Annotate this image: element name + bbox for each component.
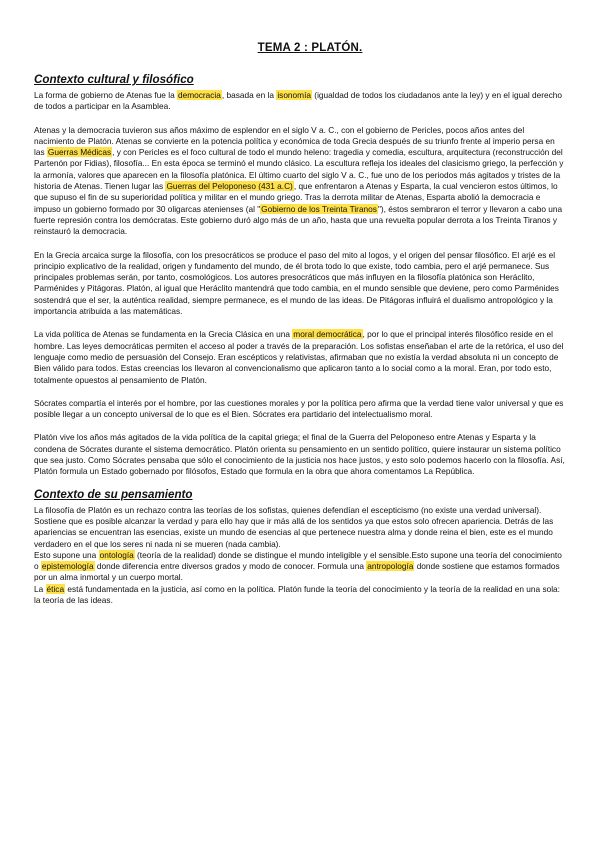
- page-title: TEMA 2 : PLATÓN.: [257, 42, 363, 54]
- highlighted-term: moral democrática: [293, 329, 362, 340]
- paragraph: [34, 432, 566, 477]
- paragraph: [34, 250, 566, 318]
- text-run: Platón vive los años más agitados de la vida política de la capital griega; el final de la Guerra del Peloponeso entre Atenas y Esparta y la condena de Sócrates durante el sistema democrático. Platón orienta su pensamiento en un sentido político, quiere instaurar un sistema político que sea justo. Como Sócrates pensaba que sólo el conocimiento de la justicia nos hace justos, y esto solo podemos hacerlo con la filosofía. Así, Platón formula un Estado gobernado por filósofos, Estado que formula en la obra que ahora comentamos La República.: [34, 432, 565, 477]
- paragraph: [34, 516, 566, 550]
- section-heading: Contexto de su pensamiento: [34, 487, 193, 501]
- text-run: La vida política de Atenas se fundamenta en la Grecia Clásica en una: [34, 329, 293, 340]
- text-run: , que enfrentaron a Atenas y Esparta, la cual vencieron estos últimos, lo que supuso el fin de su superioridad política y militar en el mundo griego. Tras la derrota militar de Atenas, Esparta abolió la democracia e impuso un gobierno formado por 30 oligarcas atenienses (al ": [34, 181, 558, 214]
- highlighted-term: isonomía: [277, 90, 311, 100]
- text-run: Esto supone una: [34, 549, 99, 560]
- text-run: , y con Pericles es el foco cultural de todo el mundo heleno: tragedia y comedia, escultura, arquitectura (reconstrucción del Partenón por Fidias), filosofía... En esta época se terminó el mundo clásico. La escultura refleja los ideales del clasicismo griego, la perfección y la armonía, valores que aparecen en la filosofía platónica. El último cuarto del siglo V a. C., fue uno de los periodos más agitados y tristes de la historia de Atenas. Tienen lugar las: [34, 147, 564, 192]
- text-run: está fundamentada en la justicia, así como en la política. Platón funde la teoría del conocimiento y la teoría de la realidad en una sola: la teoría de las ideas.: [34, 583, 560, 605]
- text-run: donde diferencia entre diversos grados y modo de conocer. Formula una: [94, 561, 367, 572]
- highlighted-term: antropología: [367, 561, 414, 572]
- text-run: En la Grecia arcaica surge la filosofía, con los presocráticos se produce el paso del mito al logos, y el origen del pensar filosófico. El arjé es el principio explicativo de la realidad, origen y fundamento del mundo, de él brota todo lo que existe, todo cambia, pero el arjé permanece. Sus principales problemas serán, por tanto, cosmológicos. Los autores presocráticos que más influyen en la filosofía platónica son Heráclito, Parménides y Pitágoras. Platón, al igual que Heráclito mantendrá que todo cambia, en el mundo sensible que deviene, pero como Parménides sostendrá que el ser, la auténtica realidad, siempre permanece, es el mundo de las ideas. De Pitágoras influirá el dualismo antropológico y la importancia atribuida a las matemáticas.: [34, 249, 559, 317]
- section-heading: Contexto cultural y filosófico: [34, 73, 194, 86]
- paragraph: [34, 125, 566, 238]
- highlighted-term: ontología: [99, 549, 134, 560]
- highlighted-term: democracia: [178, 90, 221, 100]
- text-run: La: [34, 583, 46, 594]
- paragraph: [34, 90, 566, 113]
- highlighted-term: epistemología: [41, 561, 94, 572]
- paragraph: [34, 505, 566, 516]
- text-run: (igualdad de todos los ciudadanos ante la ley) y en el igual derecho de todos a participar en la Asamblea.: [34, 90, 562, 112]
- section-thought-context: [34, 488, 566, 607]
- highlighted-term: Guerras del Peloponeso (431 a.C): [166, 181, 293, 192]
- text-run: Atenas y la democracia tuvieron sus años máximo de esplendor en el siglo V a. C., con el gobierno de Pericles, pocos años antes del nacimiento de Platón. Atenas se convierte en la potencia política y económica de toda Grecia después de su triunfo frente al imperio persa en las: [34, 124, 555, 158]
- text-run: , por lo que el principal interés filosófico reside en el hombre. Las leyes democráticas permiten el acceso al poder a través de la preparación. Los sofistas enseñaban el arte de la retórica, el uso del lenguaje como medio de persuasión del Consejo. Eran escépticos y relativistas, afirmaban que no existía la verdad absoluta ni un concepto de Bien válido para todos. Estas creencias los llevaron al convencionalismo que aplicaron tanto a lo social como a la moral. Eran, por todo esto, totalmente opuestos al pensamiento de Platón.: [34, 329, 564, 385]
- paragraph: [34, 398, 566, 421]
- text-run: , basada en la: [221, 90, 277, 100]
- text-run: donde sostiene que estamos formados por un alma inmortal y un cuerpo mortal.: [34, 561, 560, 583]
- text-run: "), éstos sembraron el terror y llevaron a cabo una fuerte represión contra los demócratas. Este gobierno duró algo más de un año, hasta que una revuelta popular derrota a los Treinta Tiranos y reinstauró la democracia.: [34, 203, 563, 237]
- text-run: La forma de gobierno de Atenas fue la: [34, 90, 177, 100]
- paragraph: [34, 584, 566, 607]
- highlighted-term: Gobierno de los Treinta Tiranos: [261, 203, 377, 214]
- text-run: Sostiene que es posible alcanzar la verdad y para ello hay que ir más allá de los sentidos ya que estos solo ofrecen apariencia. Detrás de las apariencias se encuentran las esencias, existe un mundo de esencias al que pertenece nuestra alma y donde reina el bien, este es el mundo verdadero en el que los seres ni nada ni se mueren (nada cambia).: [34, 515, 554, 549]
- highlighted-term: ética: [46, 583, 65, 594]
- paragraph: [34, 550, 566, 584]
- text-run: La filosofía de Platón es un rechazo contra las teorías de los sofistas, quienes defendían el escepticismo (no existe una verdad universal).: [34, 504, 542, 515]
- text-run: Sócrates compartía el interés por el hombre, por las cuestiones morales y por la política pero afirma que la verdad tiene valor universal y que es posible llegar a un concepto universal de lo que es el Bien. Sócrates era partidario del intelectualismo moral.: [34, 397, 564, 420]
- paragraph: [34, 329, 566, 385]
- highlighted-term: Guerras Médicas: [47, 147, 112, 158]
- text-run: (teoría de la realidad) donde se distingue el mundo inteligible y el sensible.Esto supone una teoría del conocimiento o: [34, 549, 562, 572]
- section-cultural-context: [34, 73, 566, 478]
